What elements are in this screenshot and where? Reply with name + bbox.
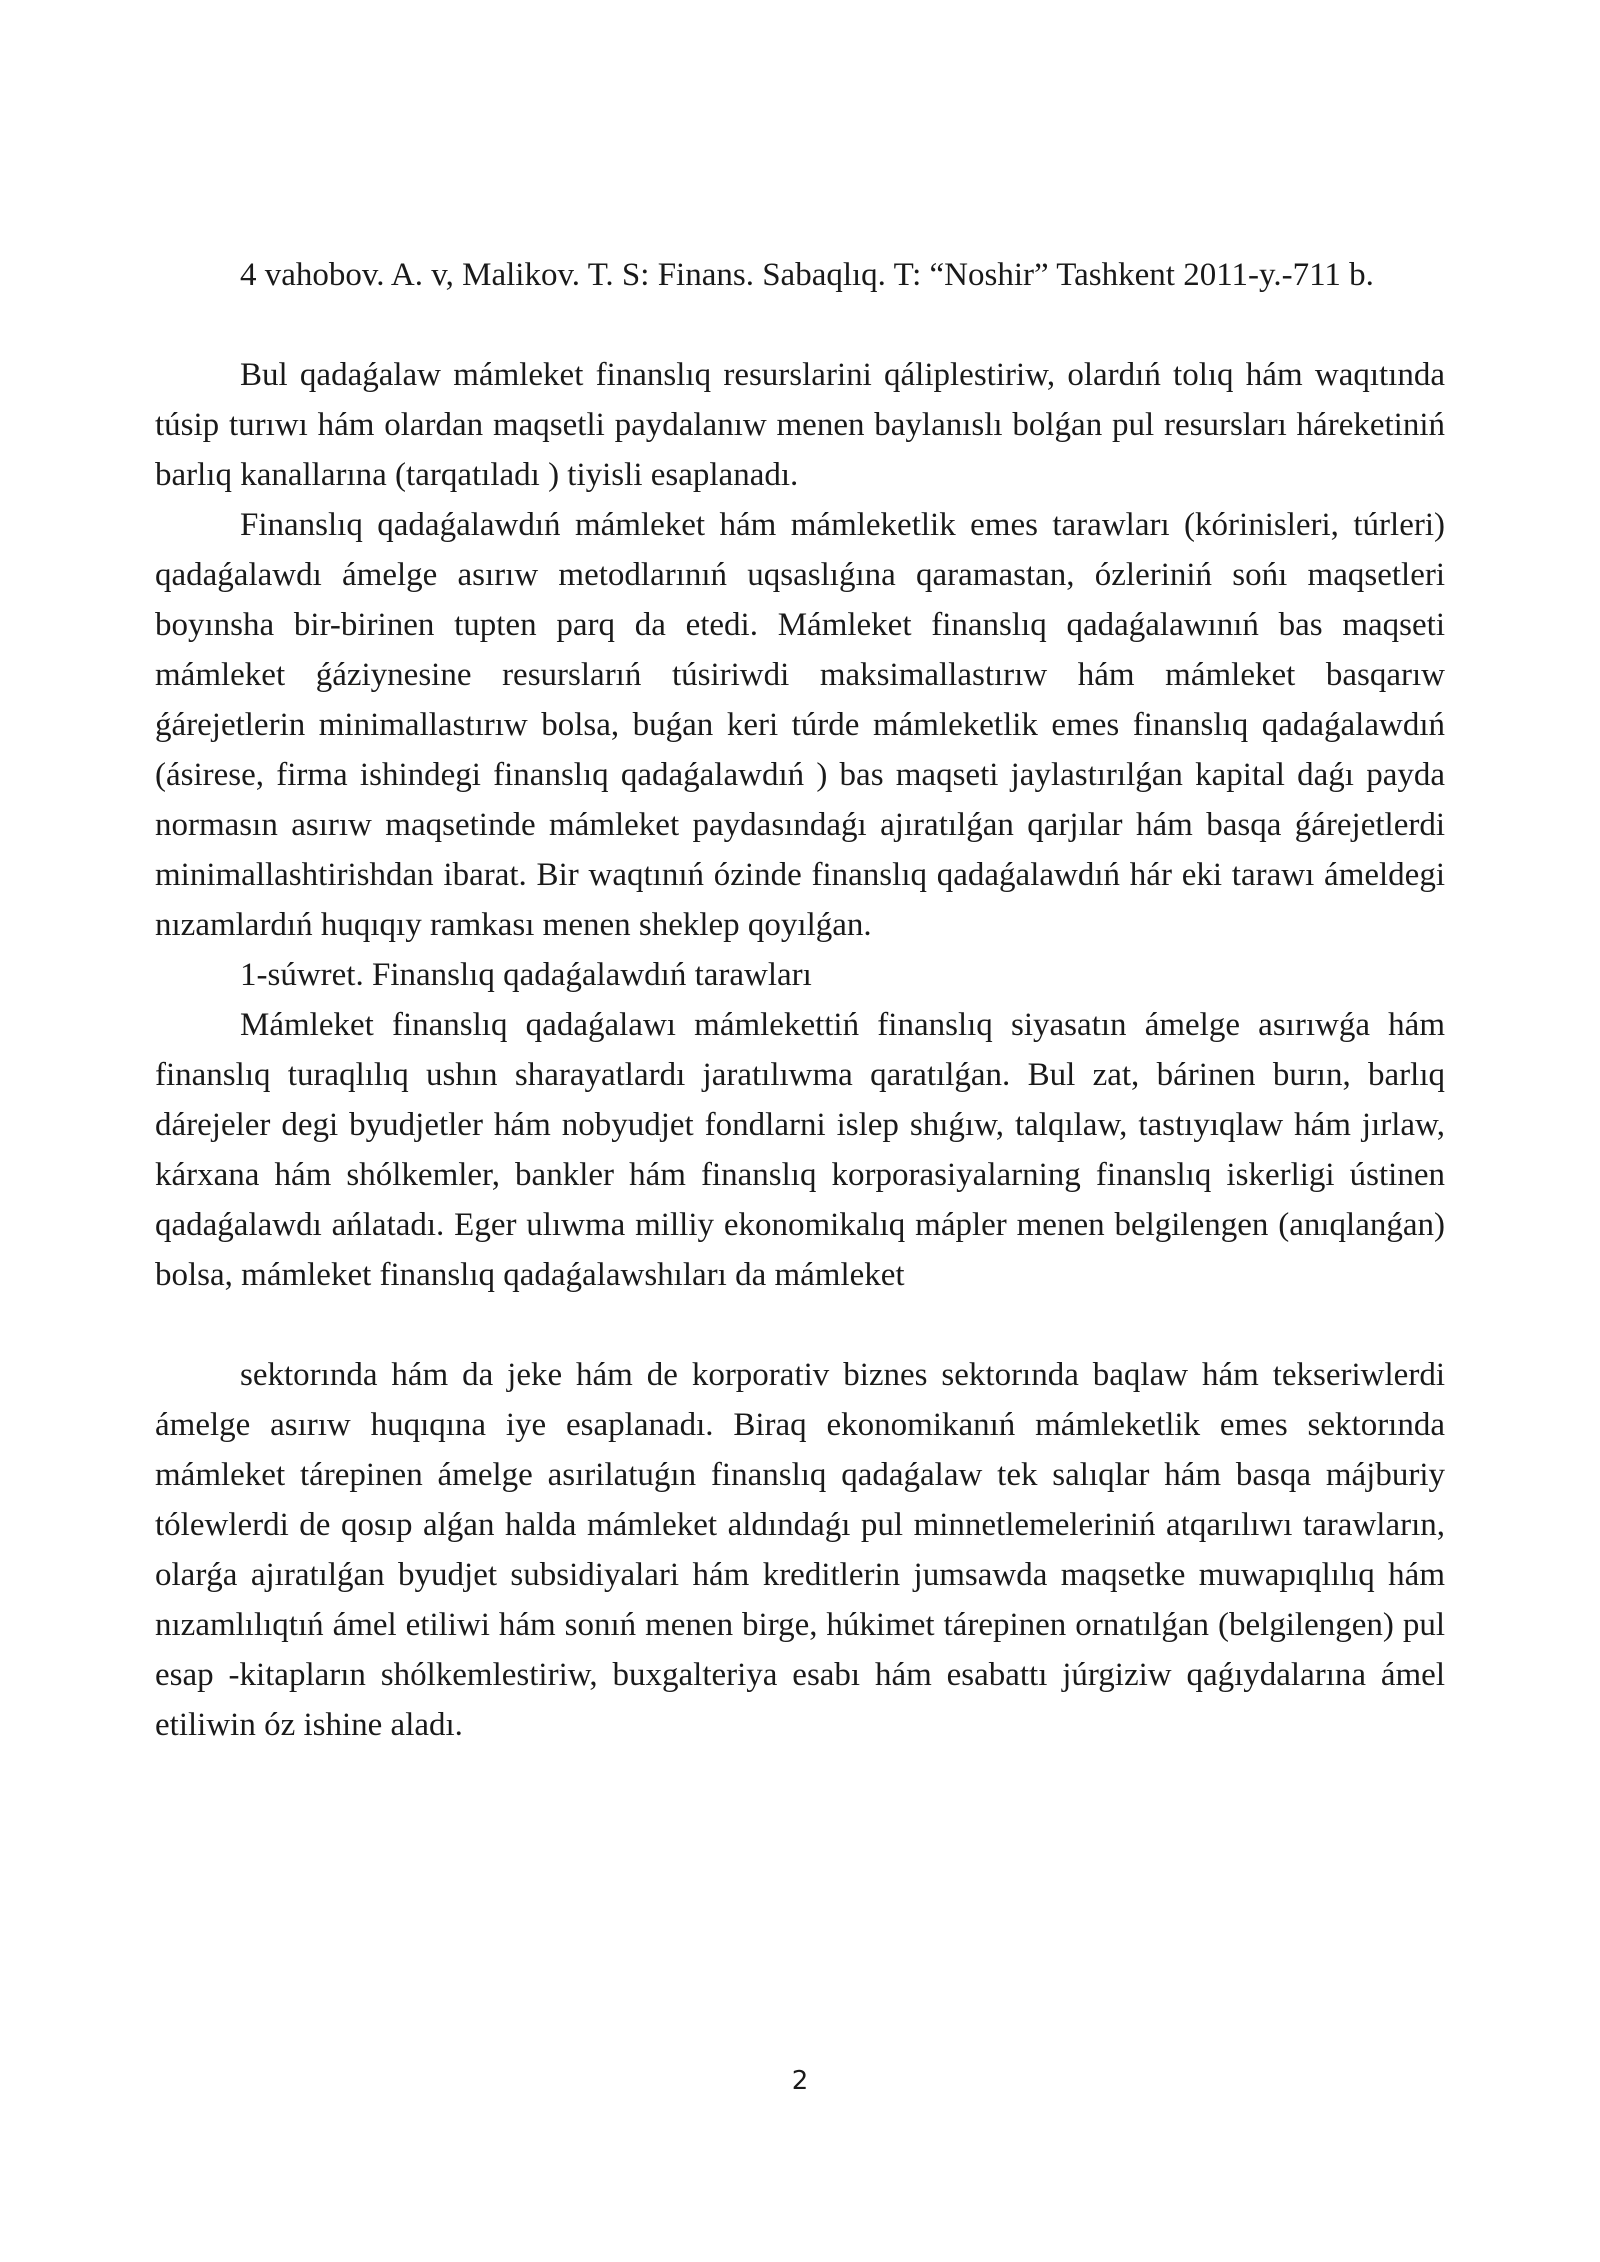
paragraph: sektorında hám da jeke hám de korporativ biznes sektorında baqlaw hám tekseriwlerdi ámelge asırıw huqıqına iye esaplanadı. Biraq ekonomikanıń mámleketlik emes sektorında mámleket tárepinen ámelge asırilatuǵın finanslıq qadaǵalaw tek salıqlar hám basqa májburiy tólewlerdi de qosıp alǵan halda mámleket aldındaǵı pul minnetlemeleriniń atqarılıwı tarawların, olarǵa ajıratılǵan byudjet subsidiyalari hám kreditlerin jumsawda maqsetke muwapıqlılıq hám nızamlılıqtıń ámel etiliwi hám sonıń menen birge, húkimet tárepinen ornatılǵan (belgilengen) pul esap -kitapların shólkemlestiriw, buxgalteriya esabı hám esabattı júrgiziw qaǵıydalarına ámel etiliwin óz ishine aladı. <box>155 1357 1445 1743</box>
paragraph: Finanslıq qadaǵalawdıń mámleket hám mámleketlik emes tarawları (kórinisleri, túrleri) qadaǵalawdı ámelge asırıw metodlarınıń uqsaslıǵına qaramastan, ózleriniń sońı maqsetleri boyınsha bir-birinen tupten parq da etedi. Mámleket finanslıq qadaǵalawınıń bas maqseti mámleket ǵáziynesine resurslarıń túsiriwdi maksimallastırıw hám mámleket basqarıw ǵárejetlerin minimallastırıw bolsa, buǵan keri túrde mámleketlik emes finanslıq qadaǵalawdıń (ásirese, firma ishindegi finanslıq qadaǵalawdıń ) bas maqseti jaylastırılǵan kapital daǵı payda normasın asırıw maqsetinde mámleket paydasındaǵı ajıratılǵan qarjılar hám basqa ǵárejetlerdi minimallashtirishdan ibarat. Bir waqtınıń ózinde finanslıq qadaǵalawdıń hár eki tarawı ámeldegi nızamlardıń huqıqıy ramkası menen sheklep qoyılǵan. <box>155 507 1445 943</box>
paragraph: Mámleket finanslıq qadaǵalawı mámlekettiń finanslıq siyasatın ámelge asırıwǵa hám finanslıq turaqlılıq ushın sharayatlardı jaratılıwma qaratılǵan. Bul zat, bárinen burın, barlıq dárejeler degi byudjetler hám nobyudjet fondlarni islep shıǵıw, talqılaw, tastıyıqlaw hám jırlaw, kárxana hám shólkemler, bankler hám finanslıq korporasiyalarning finanslıq iskerligi ústinen qadaǵalawdı ańlatadı. Eger ulıwma milliy ekonomikalıq mápler menen belgilengen (anıqlanǵan) bolsa, mámleket finanslıq qadaǵalawshıları da mámleket <box>155 1007 1445 1293</box>
paragraph: Bul qadaǵalaw mámleket finanslıq resurslarini qáliplestiriw, olardıń tolıq hám waqıtında túsip turıwı hám olardan maqsetli paydalanıw menen baylanıslı bolǵan pul resursları háreketiniń barlıq kanallarına (tarqatıladı ) tiyisli esaplanadı. <box>155 357 1445 493</box>
document-page <box>155 250 1445 1750</box>
figure-caption: 1-súwret. Finanslıq qadaǵalawdıń tarawları <box>240 957 812 993</box>
page-number: 2 <box>791 2066 809 2096</box>
footnote: 4 vahobov. A. v, Malikov. T. S: Finans. Sabaqlıq. T: “Noshir” Tashkent 2011-y.-711 b. <box>240 257 1374 293</box>
